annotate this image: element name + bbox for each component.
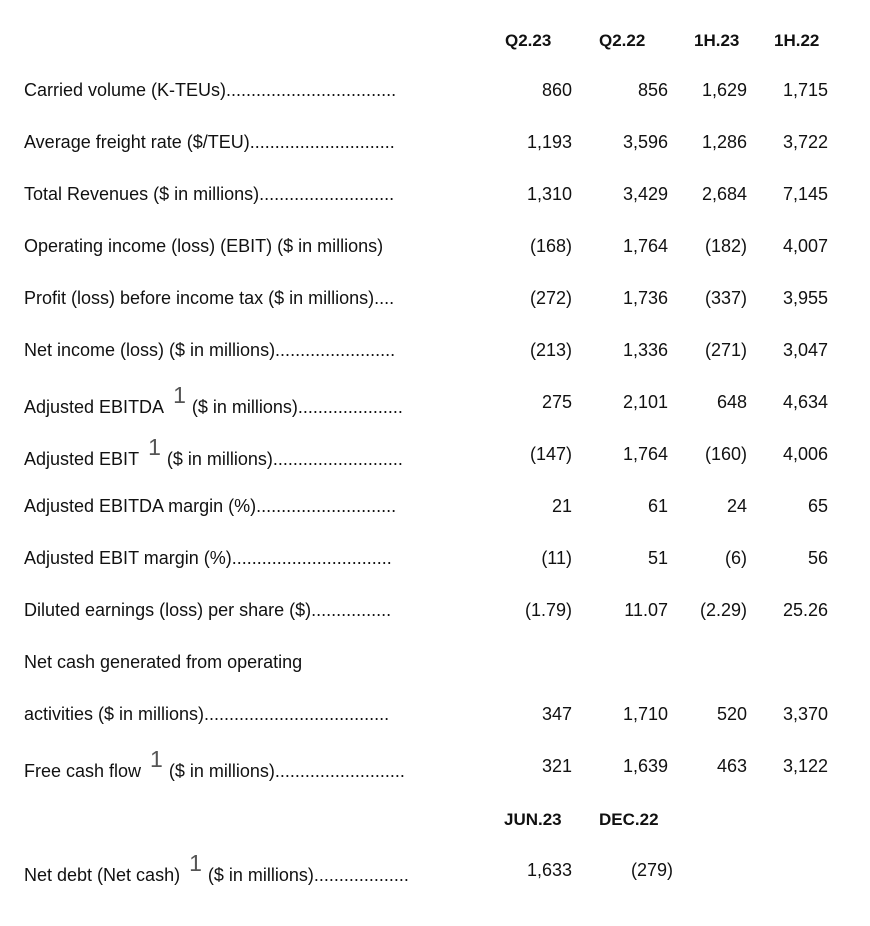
table-row — [0, 652, 870, 682]
table-row — [0, 288, 870, 318]
cell-1h-23: 1,629 — [701, 80, 747, 100]
cell-q2-22: 1,764 — [622, 236, 668, 256]
row-label — [24, 382, 403, 419]
row-label: Total Revenues ($ in millions)........................... — [24, 184, 395, 204]
table-row — [0, 340, 870, 370]
row-label: Adjusted EBITDA margin (%)............................ — [24, 496, 397, 516]
subheader-dec-22: DEC.22 — [599, 810, 659, 829]
cell-1h-23: (2.29) — [699, 600, 747, 620]
cell-1h-23: (271) — [704, 340, 747, 360]
table-row — [0, 548, 870, 578]
row-label: Operating income (loss) (EBIT) ($ in millions) — [24, 236, 384, 256]
footnote-marker: 1 — [189, 850, 202, 876]
row-label-suffix: ($ in millions).......................... — [168, 761, 405, 781]
table-row — [0, 704, 870, 734]
cell-q2-22: 2,101 — [622, 392, 668, 412]
table-row — [0, 184, 870, 214]
cell-q2-23: (213) — [529, 340, 572, 360]
row-label-text: Adjusted EBITDA — [24, 397, 165, 417]
cell-q2-22: 11.07 — [624, 600, 668, 620]
cell-1h-22: 3,722 — [782, 132, 828, 152]
table-row — [0, 236, 870, 266]
header-q2-22: Q2.22 — [599, 31, 646, 50]
cell-q2-23: 860 — [541, 80, 572, 100]
cell-1h-22: 1,715 — [782, 80, 828, 100]
cell-q2-23: (1.79) — [524, 600, 572, 620]
header-1h-22: 1H.22 — [774, 31, 820, 50]
table-row — [0, 434, 870, 474]
table-row-net-debt — [0, 850, 870, 890]
cell-1h-22: 3,122 — [782, 756, 828, 776]
table-row — [0, 80, 870, 110]
cell-1h-23: 648 — [716, 392, 747, 412]
cell-q2-22: 856 — [637, 80, 668, 100]
row-label — [24, 850, 409, 887]
cell-q2-22: 61 — [647, 496, 668, 516]
cell-1h-22: 25.26 — [782, 600, 828, 620]
footnote-marker: 1 — [150, 746, 163, 772]
cell-dec-22: (279) — [630, 860, 673, 880]
footnote-marker: 1 — [173, 382, 186, 408]
cell-1h-22: 65 — [807, 496, 828, 516]
row-label: Net income (loss) ($ in millions)........................ — [24, 340, 396, 360]
cell-1h-23: 1,286 — [701, 132, 747, 152]
row-label: Net cash generated from operating — [24, 652, 303, 672]
table-row — [0, 382, 870, 422]
table-row — [0, 496, 870, 526]
row-label: Profit (loss) before income tax ($ in millions).... — [24, 288, 395, 308]
cell-q2-22: 1,736 — [622, 288, 668, 308]
table-row — [0, 132, 870, 162]
cell-q2-23: 347 — [541, 704, 572, 724]
cell-1h-23: 463 — [716, 756, 747, 776]
row-label: Carried volume (K-TEUs).................................. — [24, 80, 397, 100]
cell-q2-22: 3,596 — [622, 132, 668, 152]
cell-1h-22: 3,370 — [782, 704, 828, 724]
cell-1h-23: (337) — [704, 288, 747, 308]
cell-q2-23: (168) — [529, 236, 572, 256]
row-label-suffix: ($ in millions)..................... — [191, 397, 403, 417]
header-q2-23: Q2.23 — [505, 31, 552, 50]
cell-q2-23: (147) — [529, 444, 572, 464]
cell-1h-22: 4,634 — [782, 392, 828, 412]
row-label: activities ($ in millions)..................................... — [24, 704, 390, 724]
cell-q2-23: (11) — [541, 548, 572, 568]
cell-1h-23: 2,684 — [701, 184, 747, 204]
cell-1h-22: 56 — [807, 548, 828, 568]
cell-1h-22: 7,145 — [782, 184, 828, 204]
cell-q2-22: 3,429 — [622, 184, 668, 204]
row-label-suffix: ($ in millions)................... — [207, 865, 409, 885]
cell-1h-22: 3,047 — [782, 340, 828, 360]
cell-q2-22: 1,710 — [622, 704, 668, 724]
cell-1h-23: 24 — [726, 496, 747, 516]
subheader-jun-23: JUN.23 — [504, 810, 562, 829]
cell-q2-23: 21 — [551, 496, 572, 516]
cell-q2-23: 321 — [541, 756, 572, 776]
row-label: Diluted earnings (loss) per share ($)................ — [24, 600, 392, 620]
cell-q2-23: 1,310 — [526, 184, 572, 204]
cell-q2-22: 51 — [647, 548, 668, 568]
row-label-text: Net debt (Net cash) — [24, 865, 181, 885]
row-label — [24, 434, 403, 471]
cell-q2-23: 275 — [541, 392, 572, 412]
row-label: Average freight rate ($/TEU)............................. — [24, 132, 395, 152]
cell-1h-22: 4,006 — [782, 444, 828, 464]
footnote-marker: 1 — [148, 434, 161, 460]
cell-q2-23: (272) — [529, 288, 572, 308]
header-1h-23: 1H.23 — [694, 31, 740, 50]
cell-q2-22: 1,764 — [622, 444, 668, 464]
row-label-suffix: ($ in millions).......................... — [166, 449, 403, 469]
row-label: Adjusted EBIT margin (%)................................ — [24, 548, 392, 568]
table-row — [0, 746, 870, 786]
cell-q2-22: 1,639 — [622, 756, 668, 776]
row-label — [24, 746, 405, 783]
cell-1h-22: 3,955 — [782, 288, 828, 308]
cell-1h-23: (160) — [704, 444, 747, 464]
cell-1h-23: (6) — [725, 548, 747, 568]
table-row — [0, 600, 870, 630]
cell-q2-22: 1,336 — [622, 340, 668, 360]
cell-1h-22: 4,007 — [782, 236, 828, 256]
cell-1h-23: 520 — [716, 704, 747, 724]
row-label-text: Adjusted EBIT — [24, 449, 140, 469]
row-label-text: Free cash flow — [24, 761, 142, 781]
cell-jun-23: 1,633 — [526, 860, 572, 880]
cell-1h-23: (182) — [704, 236, 747, 256]
cell-q2-23: 1,193 — [526, 132, 572, 152]
